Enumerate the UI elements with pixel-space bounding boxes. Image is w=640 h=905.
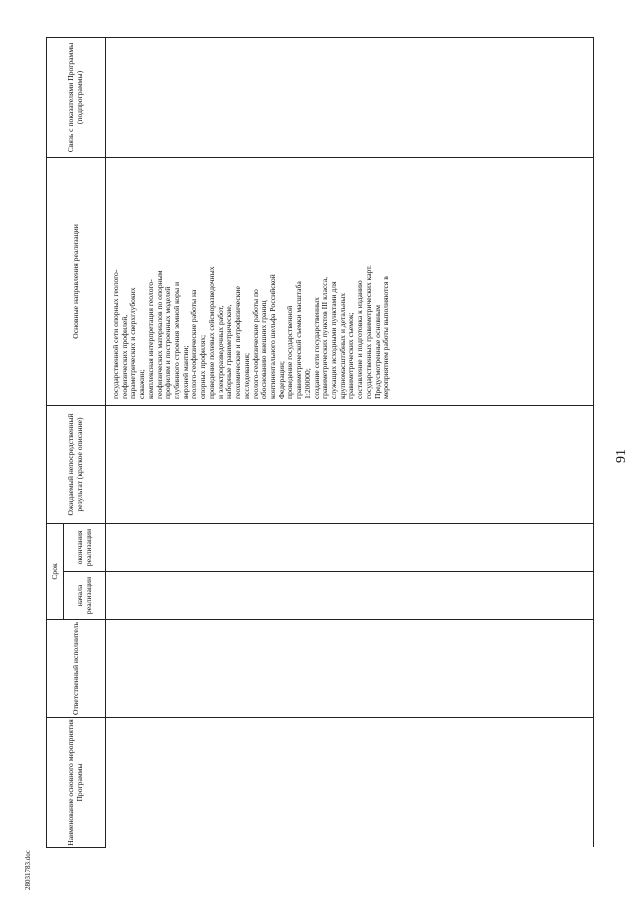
- header-link: Связь с показателями Программы (подпрограммы): [47, 37, 106, 157]
- directions-line: геохимические и петрофизические: [233, 286, 243, 399]
- directions-line: и электроразведочных работ,: [215, 305, 225, 399]
- directions-line: глубинного строения земной коры и: [172, 281, 182, 399]
- header-result: Ожидаемый непосредственный результат (краткое описание): [47, 405, 106, 523]
- directions-line: проведение государственной: [285, 305, 295, 399]
- directions-line: геофизических профилей,: [119, 314, 129, 399]
- directions-line: гравиметрических съемок;: [346, 312, 356, 399]
- directions-line: Предусмотренные основным: [372, 305, 382, 399]
- directions-line: Федерации;: [276, 361, 286, 399]
- directions-line: служащих исходными пунктами для: [328, 281, 338, 399]
- directions-line: создание сети государственных: [311, 297, 321, 399]
- directions-line: геолого-геофизические работы на: [189, 289, 199, 399]
- directions-line: проведение полевых сейсморазведочных: [206, 266, 216, 399]
- directions-line: континентального шельфа Российской: [267, 274, 277, 399]
- directions-line: наборные гравиметрические,: [224, 304, 234, 399]
- cell-term-end: [106, 523, 594, 571]
- directions-line: геофизических материалов по опорным: [154, 270, 164, 399]
- directions-line: геолого-геофизические работы по: [250, 289, 260, 399]
- directions-line: верхней мантии;: [180, 345, 190, 399]
- page-number: 91: [614, 449, 629, 463]
- cell-directions: [106, 157, 594, 405]
- directions-line: комплексная интерпретация геолого-: [145, 279, 155, 399]
- directions-line: исследования;: [241, 352, 251, 399]
- program-table: [46, 37, 594, 848]
- header-term: Срок: [47, 523, 64, 619]
- header-term-start: начала реализации: [64, 572, 106, 620]
- header-name: Наименование основного мероприятия Программы: [47, 718, 106, 848]
- directions-line: параметрических и сверхглубоких: [128, 287, 138, 399]
- cell-term-start: [106, 572, 594, 620]
- cell-executor: [106, 620, 594, 718]
- directions-line: крупномасштабных и детальных: [337, 292, 347, 399]
- header-executor: Ответственный исполнитель: [47, 620, 106, 718]
- directions-line: государственных гравиметрических карт.: [363, 265, 373, 399]
- directions-line: гравиметрических пунктов III класса,: [320, 276, 330, 399]
- header-directions: Основные направления реализации: [47, 157, 106, 405]
- directions-line: мероприятием работы выполняются в: [381, 276, 391, 399]
- directions-line: скважин;: [137, 369, 147, 399]
- cell-link: [106, 37, 594, 157]
- cell-result: [106, 405, 594, 523]
- header-term-end: окончания реализации: [64, 523, 106, 571]
- directions-line: опорных профилях;: [198, 334, 208, 399]
- directions-line: обоснованию внешних границ: [259, 300, 269, 399]
- directions-line: профилям и построенных моделей: [163, 286, 173, 399]
- rotated-content: [24, 24, 629, 896]
- directions-line: гравиметрической съемки масштаба: [294, 281, 304, 399]
- directions-line: составление и подготовка к изданию: [355, 280, 365, 399]
- directions-line: 1:200000;: [302, 368, 312, 399]
- footer-filename: 28031783.doc: [24, 850, 32, 890]
- directions-line: государственной сети опорных геолого-: [111, 269, 120, 399]
- cell-name: [106, 718, 594, 848]
